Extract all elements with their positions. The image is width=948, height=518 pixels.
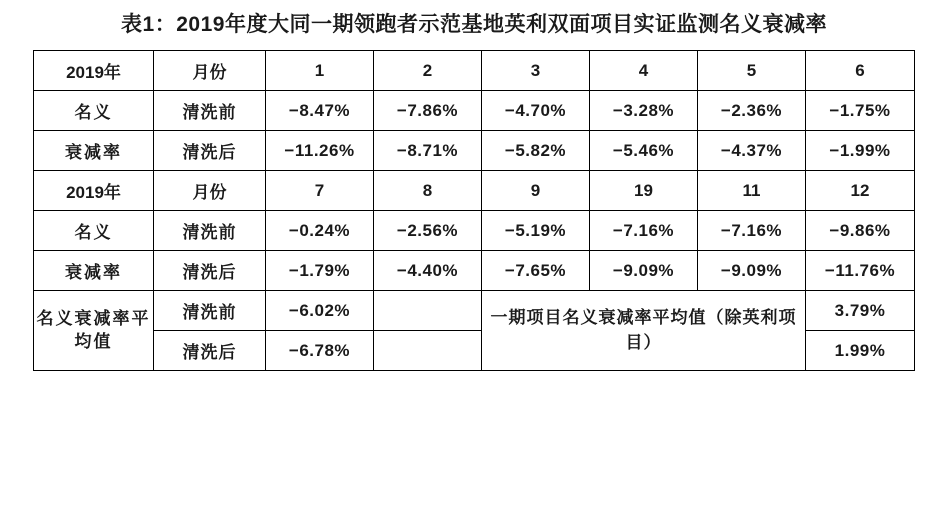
block1-label-line2: 衰减率 [34, 131, 154, 171]
value-cell: −11.76% [806, 251, 915, 291]
table-row [34, 291, 915, 331]
value-cell: −0.24% [266, 211, 374, 251]
value-cell: −4.37% [698, 131, 806, 171]
header-month-cell: 6 [806, 51, 915, 91]
header-month-2: 月份 [154, 171, 266, 211]
note-value-after: 1.99% [806, 331, 915, 371]
header-month-cell: 11 [698, 171, 806, 211]
header-month-cell: 7 [266, 171, 374, 211]
table-row [34, 51, 915, 91]
block1-sub-before: 清洗前 [154, 91, 266, 131]
value-cell: −8.47% [266, 91, 374, 131]
table-row [34, 211, 915, 251]
value-cell: −7.16% [590, 211, 698, 251]
header-month-cell: 19 [590, 171, 698, 211]
value-cell: −2.56% [374, 211, 482, 251]
value-cell: −7.86% [374, 91, 482, 131]
value-cell: −11.26% [266, 131, 374, 171]
value-cell: −8.71% [374, 131, 482, 171]
value-cell: −9.86% [806, 211, 915, 251]
value-cell: −3.28% [590, 91, 698, 131]
value-cell: −9.09% [698, 251, 806, 291]
header-month-cell: 12 [806, 171, 915, 211]
decay-rate-table [33, 50, 915, 371]
value-cell: −5.82% [482, 131, 590, 171]
block2-sub-after: 清洗后 [154, 251, 266, 291]
block2-label-line2: 衰减率 [34, 251, 154, 291]
value-cell: −9.09% [590, 251, 698, 291]
average-sub-before: 清洗前 [154, 291, 266, 331]
value-cell: −7.65% [482, 251, 590, 291]
header-year-1: 2019年 [34, 51, 154, 91]
value-cell: −4.40% [374, 251, 482, 291]
average-after-value: −6.78% [266, 331, 374, 371]
table-caption: 表1：2019年度大同一期领跑者示范基地英利双面项目实证监测名义衰减率 [121, 13, 827, 36]
average-before-value: −6.02% [266, 291, 374, 331]
block2-label-line1: 名义 [34, 211, 154, 251]
header-year-2: 2019年 [34, 171, 154, 211]
value-cell: −4.70% [482, 91, 590, 131]
value-cell: −5.19% [482, 211, 590, 251]
header-month-cell: 4 [590, 51, 698, 91]
value-cell: −1.75% [806, 91, 915, 131]
average-sub-after: 清洗后 [154, 331, 266, 371]
merged-note: 一期项目名义衰减率平均值（除英利项目） [482, 291, 806, 371]
table-row [34, 91, 915, 131]
table-row [34, 171, 915, 211]
value-cell: −2.36% [698, 91, 806, 131]
block2-sub-before: 清洗前 [154, 211, 266, 251]
empty-cell [374, 331, 482, 371]
header-month-cell: 9 [482, 171, 590, 211]
block1-sub-after: 清洗后 [154, 131, 266, 171]
header-month-1: 月份 [154, 51, 266, 91]
table-row [34, 131, 915, 171]
note-value-before: 3.79% [806, 291, 915, 331]
value-cell: −1.79% [266, 251, 374, 291]
header-month-cell: 2 [374, 51, 482, 91]
value-cell: −5.46% [590, 131, 698, 171]
table-container [33, 50, 915, 371]
value-cell: −1.99% [806, 131, 915, 171]
block1-label-line1: 名义 [34, 91, 154, 131]
header-month-cell: 5 [698, 51, 806, 91]
average-row-label: 名义衰减率平均值 [34, 291, 154, 371]
table-row [34, 251, 915, 291]
value-cell: −7.16% [698, 211, 806, 251]
header-month-cell: 1 [266, 51, 374, 91]
header-month-cell: 3 [482, 51, 590, 91]
empty-cell [374, 291, 482, 331]
header-month-cell: 8 [374, 171, 482, 211]
